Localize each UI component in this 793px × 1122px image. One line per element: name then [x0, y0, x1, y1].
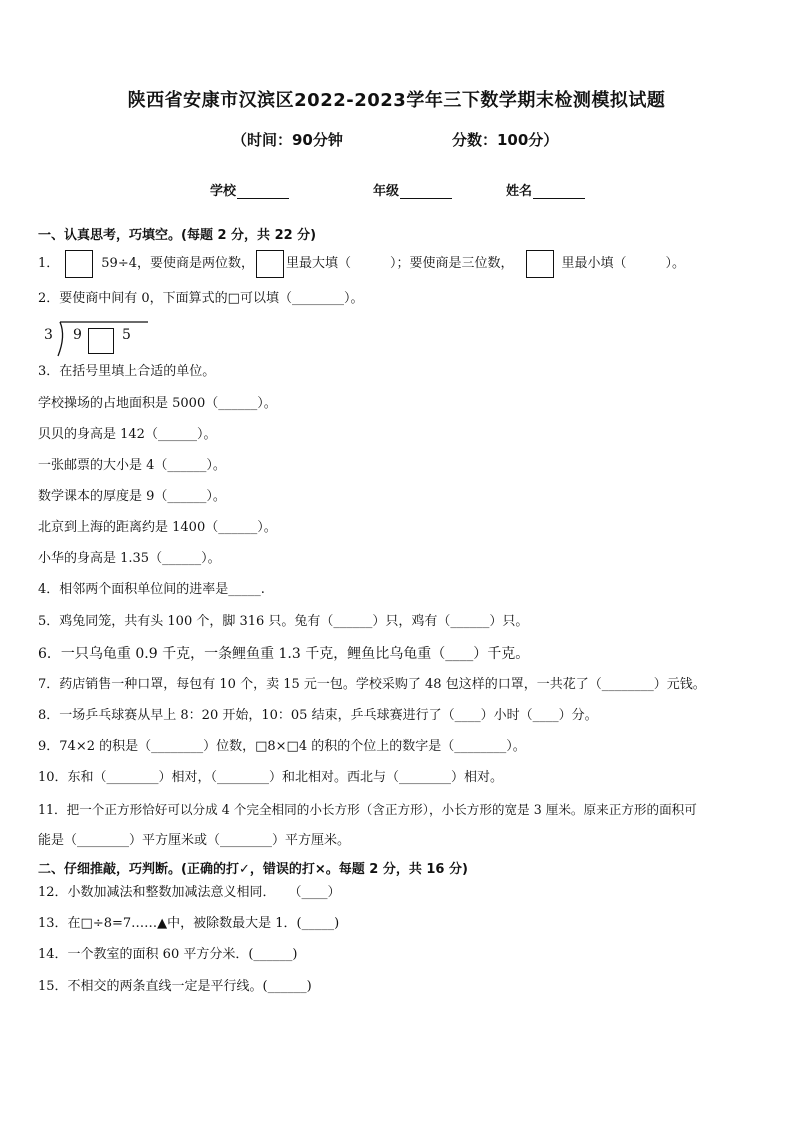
question-11: 11．把一个正方形恰好可以分成 4 个完全相同的小长方形（含正方形），小长方形的宽是 3 厘米。原来正方形的面积可: [38, 802, 697, 817]
exam-score: 分数：100分）: [452, 131, 559, 149]
school-field: [210, 180, 289, 199]
question-3-item: 贝贝的身高是 142（______）。: [38, 427, 217, 442]
question-12: 12．小数加减法和整数加减法意义相同． （____）: [38, 885, 341, 900]
question-1-part-a: 59÷4，要使商是两位数，: [101, 256, 254, 271]
question-4: 4．相邻两个面积单位间的进率是_____.: [38, 582, 265, 597]
question-3-item: 学校操场的占地面积是 5000（______）。: [38, 396, 277, 411]
question-2: 2．要使商中间有 0，下面算式的□可以填（________）。: [38, 291, 364, 306]
name-blank[interactable]: [533, 184, 585, 199]
answer-box[interactable]: [256, 250, 284, 278]
question-1-number: 1．: [38, 256, 60, 271]
name-label: 姓名: [506, 184, 533, 199]
answer-box[interactable]: [88, 328, 114, 354]
answer-box[interactable]: [65, 250, 93, 278]
long-division: [44, 318, 154, 358]
question-6: 6．一只乌龟重 0.9 千克，一条鲤鱼重 1.3 千克，鲤鱼比乌龟重（____）千克。: [38, 646, 530, 662]
question-8: 8．一场乒乓球赛从早上 8：20 开始，10：05 结束，乒乓球赛进行了（____）小时（____）分。: [38, 708, 598, 723]
dividend-digit-3: 5: [122, 327, 131, 343]
question-10: 10．东和（________）相对，（________）和北相对。西北与（________）相对。: [38, 770, 504, 785]
grade-field: [373, 180, 452, 199]
school-blank[interactable]: [237, 184, 289, 199]
school-label: 学校: [210, 184, 237, 199]
question-3-item: 数学课本的厚度是 9（______）。: [38, 489, 226, 504]
section-2-heading: 二、仔细推敲，巧判断。(正确的打✓，错误的打×。每题 2 分，共 16 分): [38, 862, 468, 877]
question-13: 13．在□÷8=7……▲中，被除数最大是 1．(_____): [38, 916, 340, 931]
grade-label: 年级: [373, 184, 400, 199]
name-field: [506, 180, 585, 199]
question-1-part-b: 里最大填（ ）；要使商是三位数，: [286, 256, 514, 271]
question-15: 15．不相交的两条直线一定是平行线。(______): [38, 979, 312, 994]
question-5: 5．鸡兔同笼，共有头 100 个，脚 316 只。兔有（______）只，鸡有（______）只。: [38, 614, 529, 629]
question-3: 3．在括号里填上合适的单位。: [38, 364, 216, 379]
grade-blank[interactable]: [400, 184, 452, 199]
question-14: 14．一个教室的面积 60 平方分米．(______): [38, 947, 298, 962]
exam-time: （时间：90分钟: [232, 131, 343, 149]
question-1-part-c: 里最小填（ ）。: [561, 256, 686, 271]
divisor: 3: [44, 327, 53, 343]
question-1: [38, 250, 685, 278]
question-3-item: 一张邮票的大小是 4（______）。: [38, 458, 226, 473]
question-3-item: 小华的身高是 1.35（______）。: [38, 551, 221, 566]
question-9: 9．74×2 的积是（________）位数，□8×□4 的积的个位上的数字是（________）。: [38, 739, 526, 754]
exam-title: 陕西省安康市汉滨区2022-2023学年三下数学期末检测模拟试题: [127, 90, 666, 111]
question-7: 7．药店销售一种口罩，每包有 10 个，卖 15 元一包。学校采购了 48 包这样的口罩，一共花了（________）元钱。: [38, 677, 706, 692]
section-1-heading: 一、认真思考，巧填空。(每题 2 分，共 22 分): [38, 228, 317, 243]
dividend-digit-1: 9: [73, 327, 82, 343]
answer-box[interactable]: [526, 250, 554, 278]
question-11-continued: 能是（________）平方厘米或（________）平方厘米。: [38, 833, 351, 848]
question-3-item: 北京到上海的距离约是 1400（______）。: [38, 520, 277, 535]
